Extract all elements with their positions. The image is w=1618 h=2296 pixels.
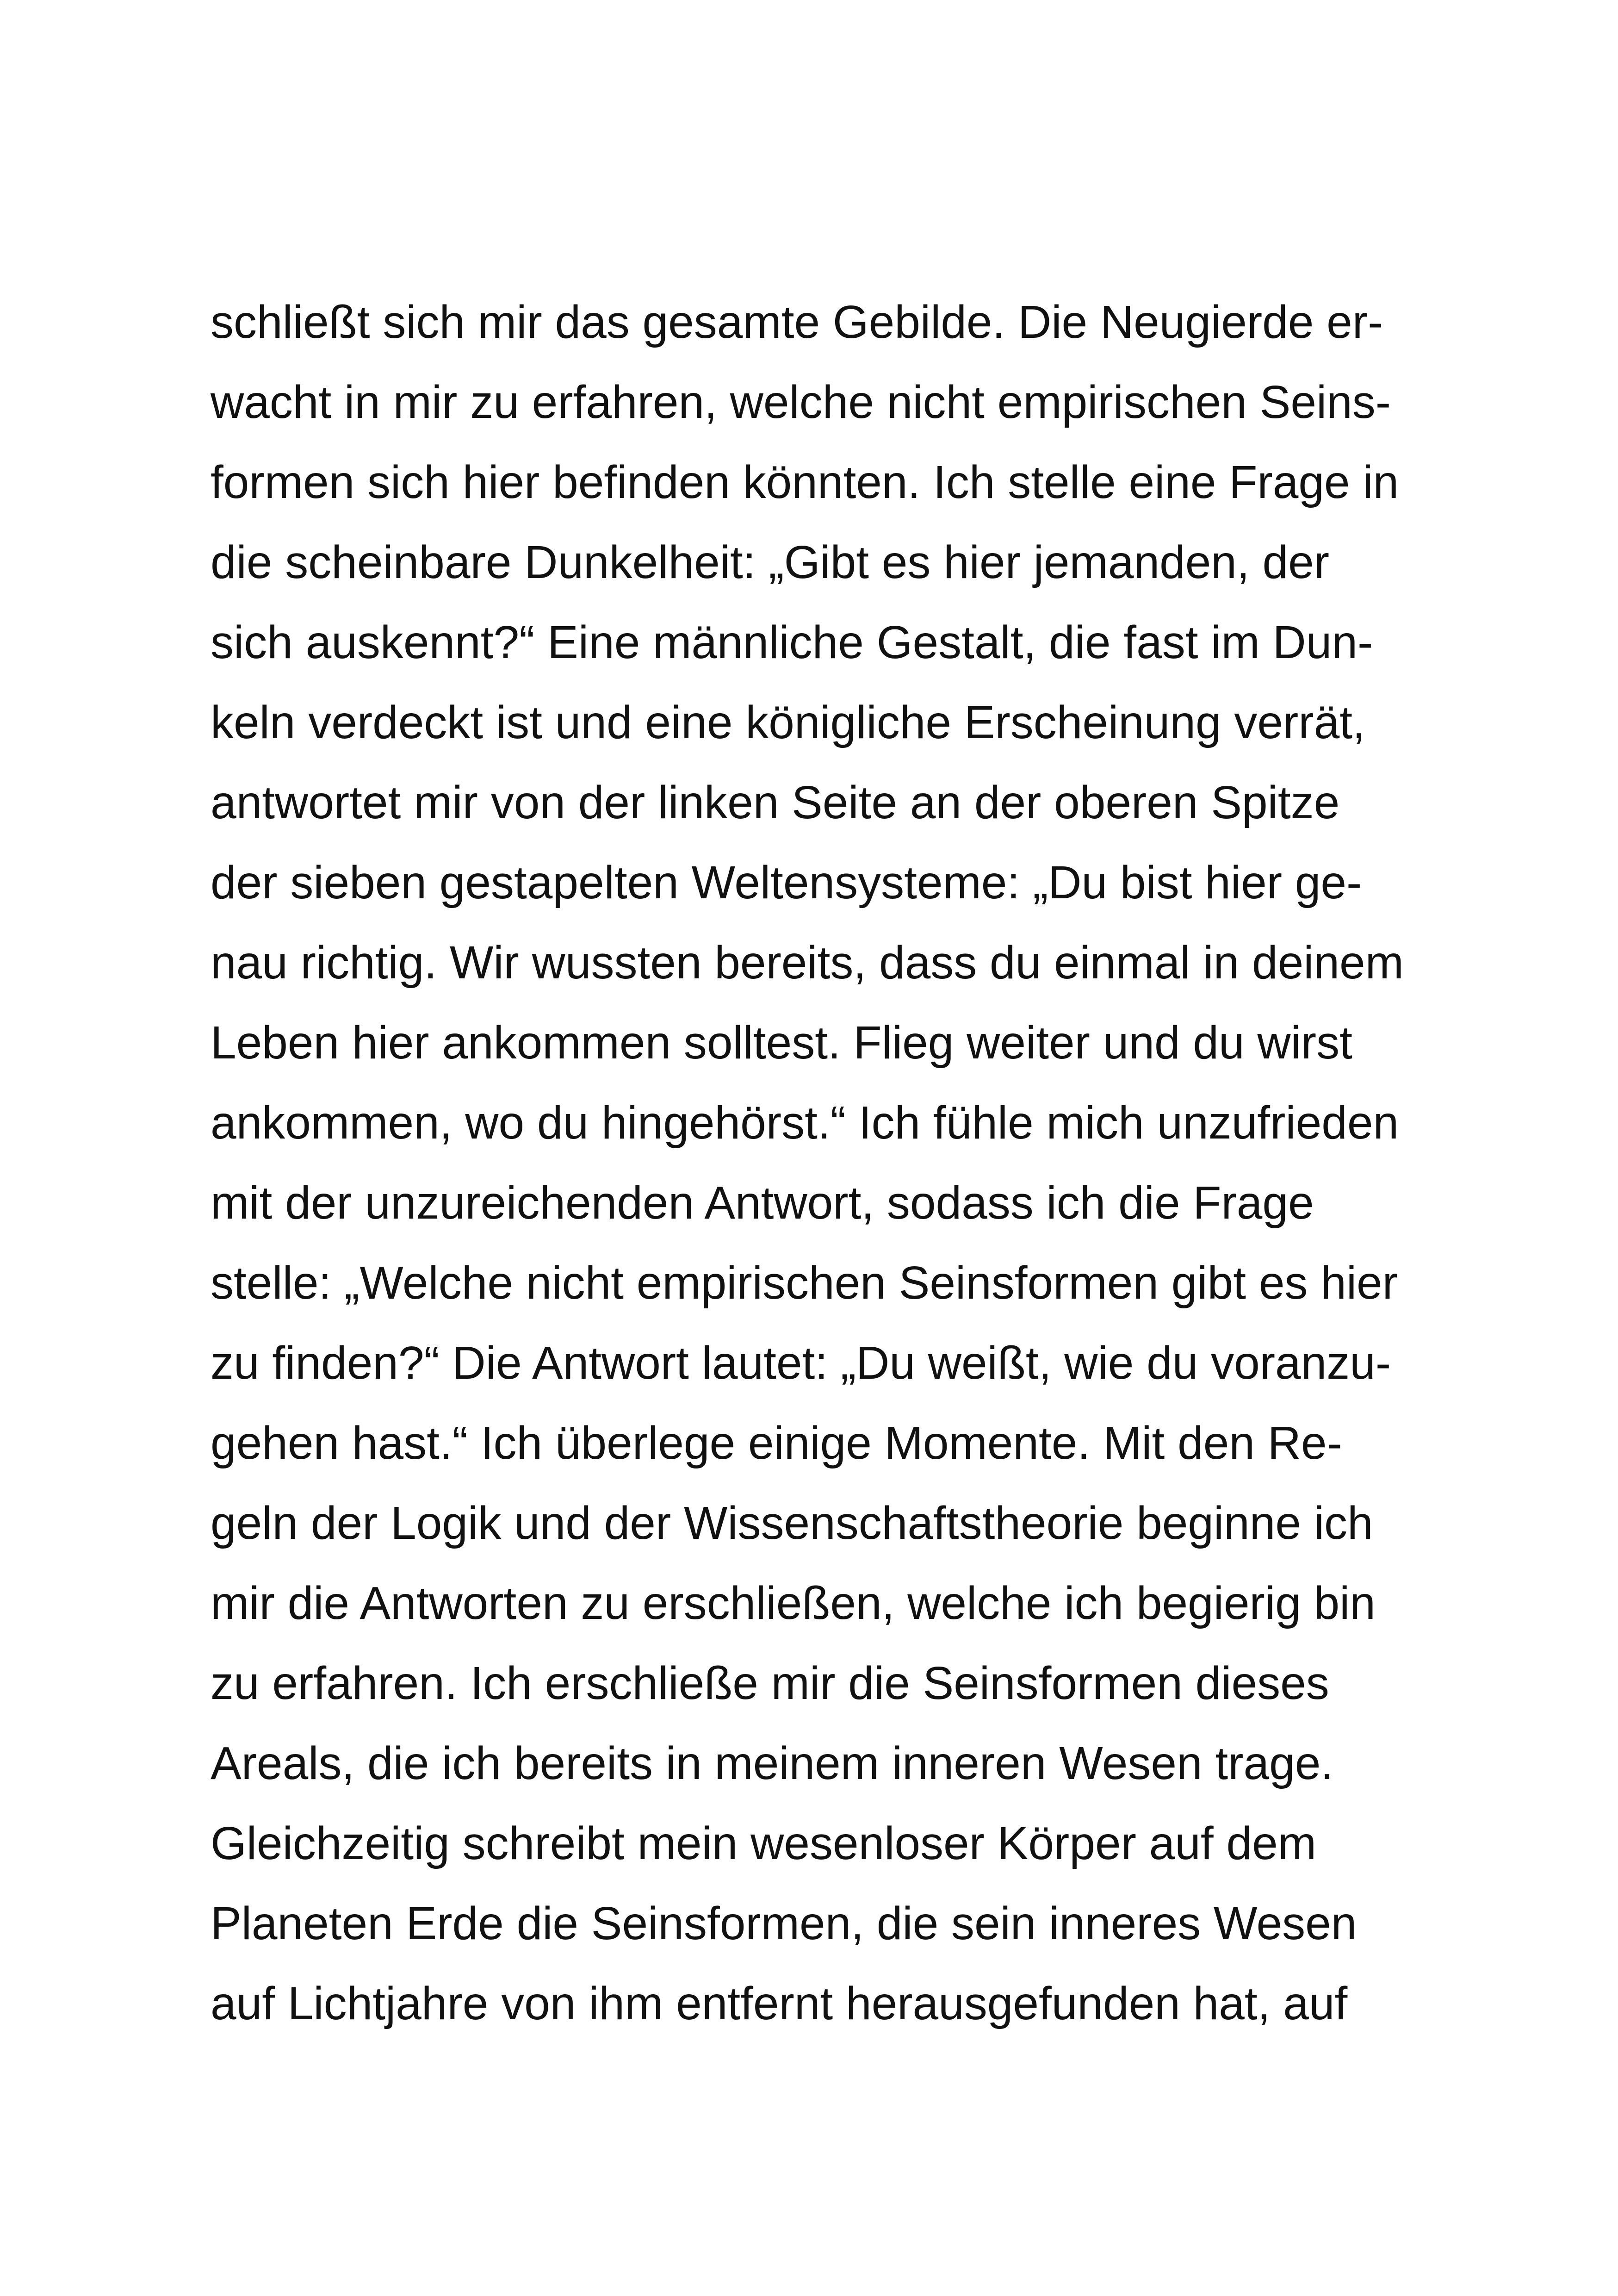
text-line: Gleichzeitig schreibt mein wesenloser Körper auf dem [211,1817,1316,1869]
text-line: keln verdeckt ist und eine königliche Erscheinung verrät, [211,697,1365,748]
text-line: sich auskennt?“ Eine männliche Gestalt, die fast im Dun- [211,616,1373,668]
text-line: der sieben gestapelten Weltensysteme: „Du bist hier ge- [211,857,1362,908]
body-text [211,282,1460,2044]
text-line: nau richtig. Wir wussten bereits, dass du einmal in deinem [211,937,1404,989]
text-line: schließt sich mir das gesamte Gebilde. Die Neugierde er- [211,296,1383,348]
text-line: antwortet mir von der linken Seite an der oberen Spitze [211,777,1340,828]
text-line: mit der unzureichenden Antwort, sodass ich die Frage [211,1177,1314,1229]
text-line: auf Lichtjahre von ihm entfernt herausgefunden hat, auf [211,1978,1348,2029]
text-line: ankommen, wo du hingehörst.“ Ich fühle mich unzufrieden [211,1097,1399,1149]
text-line: Planeten Erde die Seinsformen, die sein inneres Wesen [211,1898,1357,1949]
text-line: Leben hier ankommen solltest. Flieg weiter und du wirst [211,1017,1352,1069]
text-line: geln der Logik und der Wissenschaftstheorie beginne ich [211,1497,1373,1549]
text-line: zu erfahren. Ich erschließe mir die Seinsformen dieses [211,1657,1329,1709]
text-line: formen sich hier befinden könnten. Ich stelle eine Frage in [211,456,1399,508]
text-line: stelle: „Welche nicht empirischen Seinsformen gibt es hier [211,1257,1398,1309]
text-line: gehen hast.“ Ich überlege einige Momente. Mit den Re- [211,1417,1342,1469]
text-line: Areals, die ich bereits in meinem inneren Wesen trage. [211,1737,1334,1789]
text-line: zu finden?“ Die Antwort lautet: „Du weißt, wie du voranzu- [211,1337,1391,1389]
text-line: wacht in mir zu erfahren, welche nicht empirischen Seins- [211,376,1391,428]
text-line: mir die Antworten zu erschließen, welche ich begierig bin [211,1577,1376,1629]
text-line: die scheinbare Dunkelheit: „Gibt es hier jemanden, der [211,536,1330,588]
